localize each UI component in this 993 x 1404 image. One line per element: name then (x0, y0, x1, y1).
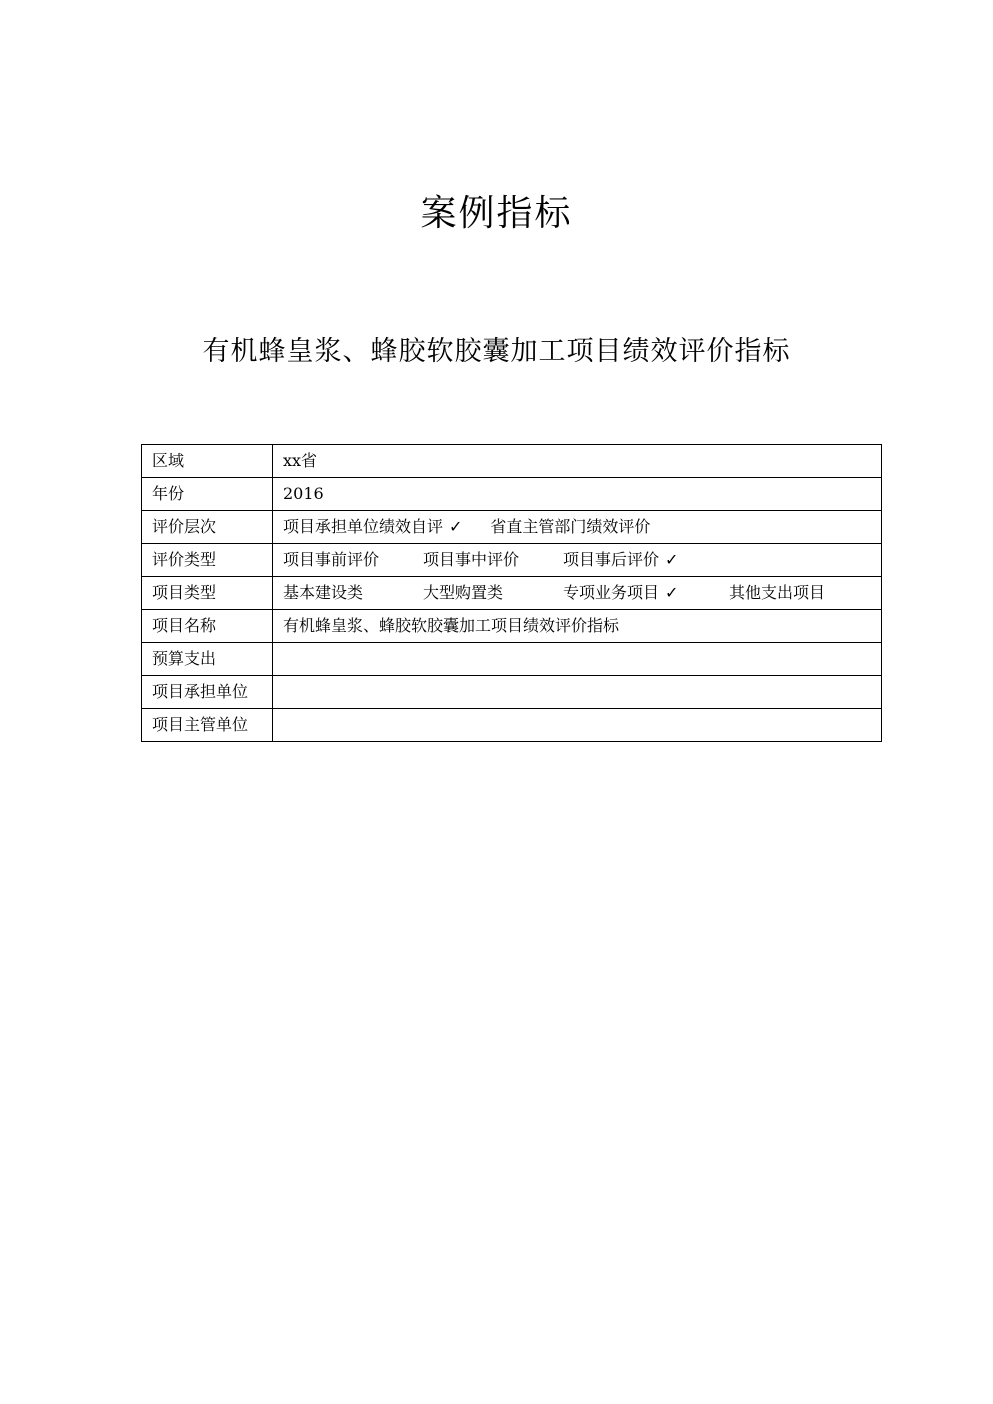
option-text: 项目事后评价 (563, 550, 660, 569)
project-type-option (283, 583, 423, 603)
option-text: 省直主管部门绩效评价 (490, 517, 651, 536)
option-text: 基本建设类 (283, 583, 364, 602)
budget-value (273, 643, 882, 676)
table-row-budget (142, 643, 882, 676)
checkmark-icon: ✓ (665, 583, 679, 602)
document-subtitle: 有机蜂皇浆、蜂胶软胶囊加工项目绩效评价指标 (202, 336, 791, 367)
evaluation-type-label: 评价类型 (142, 544, 273, 577)
evaluation-level-option (283, 517, 462, 537)
table-row-evaluation-type (142, 544, 882, 577)
project-name-label: 项目名称 (142, 610, 273, 643)
region-value: xx省 (273, 445, 882, 478)
option-text: 项目事前评价 (283, 550, 380, 569)
undertaker-value (273, 676, 882, 709)
table-row-year (142, 478, 882, 511)
checkmark-icon: ✓ (665, 550, 679, 569)
supervisor-value (273, 709, 882, 742)
year-value: 2016 (273, 478, 882, 511)
evaluation-level-options (273, 511, 882, 544)
project-type-options (273, 577, 882, 610)
table-row-evaluation-level (142, 511, 882, 544)
budget-label: 预算支出 (142, 643, 273, 676)
project-name-value: 有机蜂皇浆、蜂胶软胶囊加工项目绩效评价指标 (273, 610, 882, 643)
table-row-region (142, 445, 882, 478)
undertaker-label: 项目承担单位 (142, 676, 273, 709)
checkmark-icon: ✓ (449, 517, 463, 536)
table-row-supervisor (142, 709, 882, 742)
evaluation-type-option (563, 550, 678, 570)
supervisor-label: 项目主管单位 (142, 709, 273, 742)
evaluation-type-options (273, 544, 882, 577)
option-text: 专项业务项目 (563, 583, 660, 602)
table-row-project-name (142, 610, 882, 643)
evaluation-type-option (423, 550, 563, 570)
evaluation-level-label: 评价层次 (142, 511, 273, 544)
option-text: 大型购置类 (423, 583, 504, 602)
option-text: 项目承担单位绩效自评 (283, 517, 444, 536)
evaluation-level-option (490, 517, 656, 537)
project-type-label: 项目类型 (142, 577, 273, 610)
evaluation-type-option (283, 550, 423, 570)
table-row-project-type (142, 577, 882, 610)
document-title: 案例指标 (420, 193, 573, 234)
year-label: 年份 (142, 478, 273, 511)
option-text: 项目事中评价 (423, 550, 520, 569)
project-type-option (423, 583, 563, 603)
region-label: 区域 (142, 445, 273, 478)
table-row-undertaker (142, 676, 882, 709)
evaluation-info-table (141, 444, 882, 742)
project-type-option (563, 583, 729, 603)
project-type-option (729, 583, 831, 603)
option-text: 其他支出项目 (729, 583, 826, 602)
